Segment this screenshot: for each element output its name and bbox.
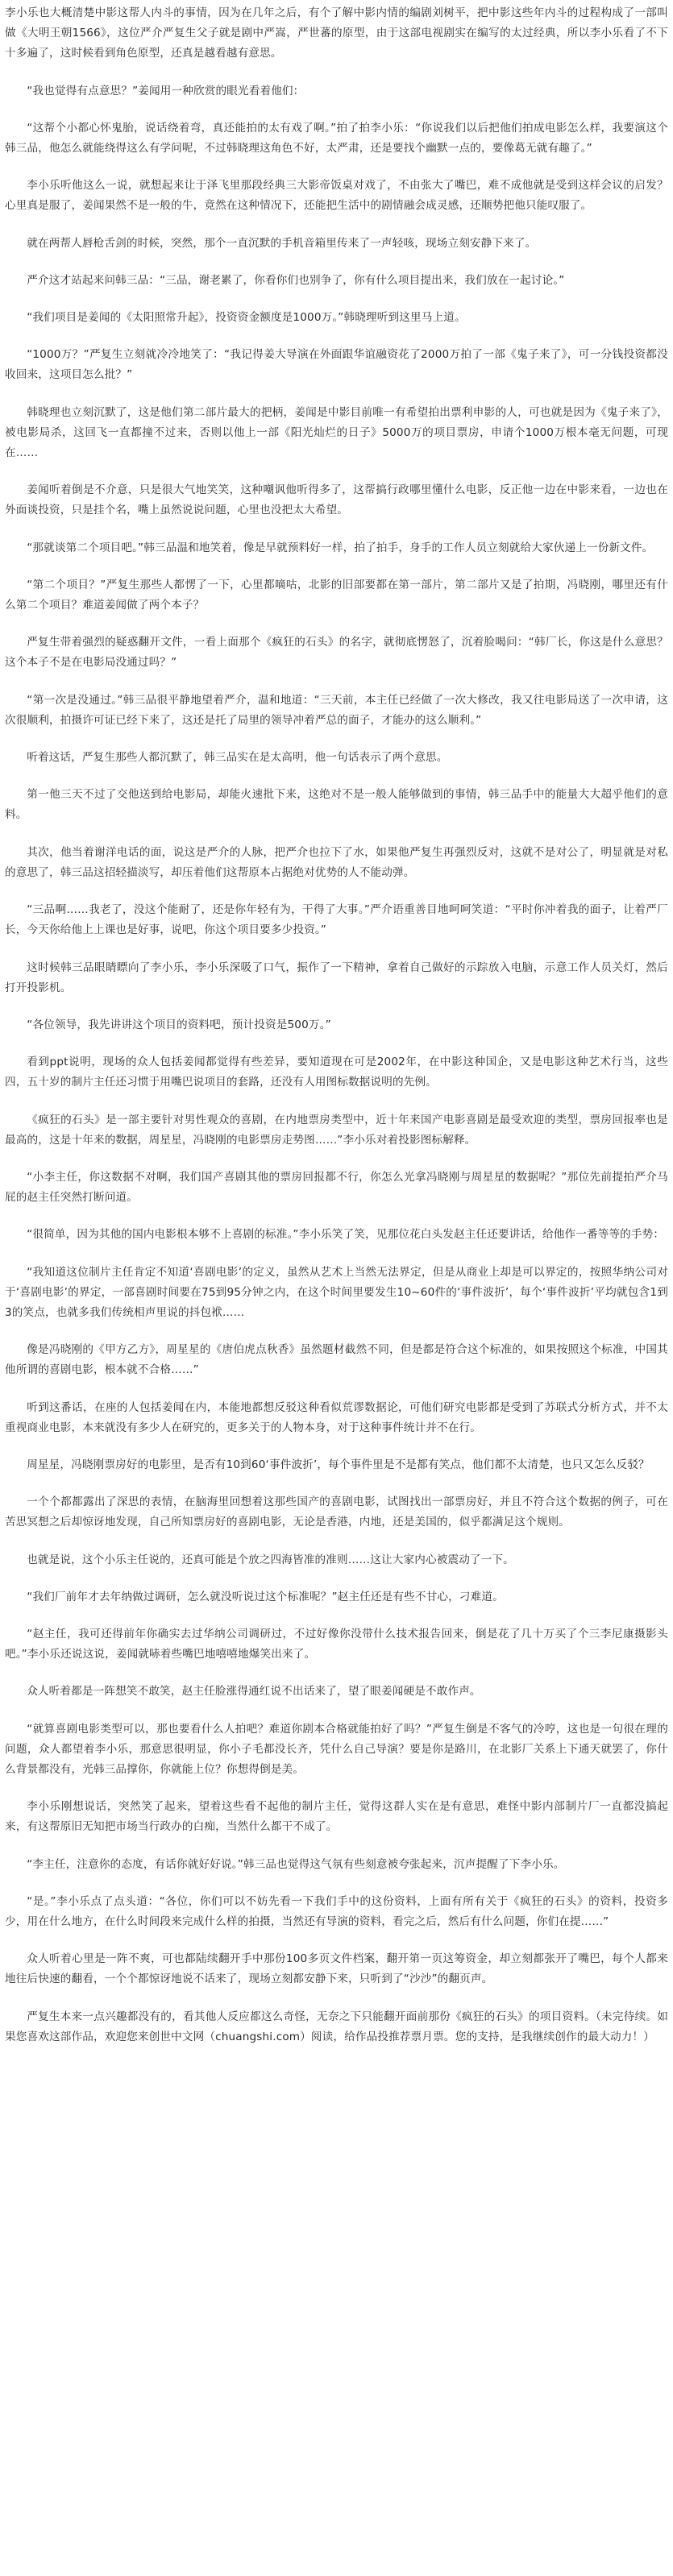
paragraph: 《疯狂的石头》是一部主要针对男性观众的喜剧，在内地票房类型中，近十年来国产电影喜剧是最受欢迎的类型，票房回报率也是最高的，这是十年来的数据，周星星，冯晓刚的电影票房走势图……”李小乐对着投影图标解释。 — [5, 1113, 668, 1147]
paragraph: “小李主任，你这数据不对啊，我们国产喜剧其他的票房回报都不行，你怎么光拿冯晓刚与周星星的数据呢？”那位先前提拍严介马屁的赵主任突然打断问道。 — [5, 1170, 668, 1205]
paragraph: 严复生本来一点兴趣都没有的，看其他人反应都这么奇怪，无奈之下只能翻开面前那份《疯狂的石头》的项目资料。（未完待续。如果您喜欢这部作品，欢迎您来创世中文网（chuangshi.com）阅读，给作品投推荐票月票。您的支持，是我继续创作的最大动力！） — [5, 2010, 668, 2043]
paragraph: “就算喜剧电影类型可以，那也要看什么人拍吧？难道你剧本合格就能拍好了吗？”严复生倒是不客气的冷哼，这也是一句很在理的问题，众人都望着李小乐，那意思很明显，你小子毛都没长齐，凭什么自己导演？要是你是路川，在北影厂关系上下通天就罢了，你什么背景都没有，光韩三品撑你，你就能上位？你想得倒是美。 — [5, 1722, 668, 1776]
paragraph: 李小乐听他这么一说，就想起来让于泽飞里那段经典三大影帝饭桌对戏了，不由张大了嘴巴，难不成他就是受到这样会议的启发？心里真是服了，姜闻果然不是一般的牛，竟然在这种情况下，还能把生活中的剧情融会成灵感，还顺势把他只能叹服了。 — [5, 179, 668, 213]
paragraph: 韩晓理也立刻沉默了，这是他们第二部片最大的把柄，姜闻是中影目前唯一有希望拍出票利申影的人，可也就是因为《鬼子来了》，被电影局杀，这回飞一直都撞不过来，否则以他上一部《阳光灿烂的日子》5000万的项目票房，申请个1000万根本毫无问题，可现在…… — [5, 405, 668, 460]
paragraph: “第一次是没通过。”韩三品很平静地望着严介，温和地道：“三天前，本主任已经做了一次大修改，我又往电影局送了一次申请，这次很顺利，拍摄许可证已经下来了，这还是托了局里的领导冲着严总的面子，才能办的这么顺利。” — [5, 693, 668, 727]
paragraph: “我也觉得有点意思？”姜闻用一种欣赏的眼光看着他们： — [27, 84, 305, 97]
paragraph: 像是冯晓刚的《甲方乙方》，周星星的《唐伯虎点秋香》虽然题材截然不同，但是都是符合这个标准的，如果按照这个标准，中国其他所谓的喜剧电影，根本就不合格……” — [5, 1343, 668, 1377]
paragraph: 第一他三天不过了交他送到给电影局，却能火速批下来，这绝对不是一般人能够做到的事情，韩三品手中的能量大大超乎他们的意料。 — [5, 788, 668, 822]
paragraph: “我们项目是姜闻的《太阳照常升起》，投资资金额度是1000万。”韩晓理听到这里马上道。 — [27, 311, 466, 325]
paragraph: “是。”李小乐点了点头道：“各位，你们可以不妨先看一下我们手中的这份资料，上面有所有关于《疯狂的石头》的资料，投资多少，用在什么地方，在什么时间段来完成什么样的拍摄，当然还有导演的资料，看完之后，然后有什么问题，你们在提……” — [5, 1894, 668, 1928]
paragraph: “李主任，注意你的态度，有话你就好好说。”韩三品也觉得这气氛有些刻意被夸张起来，沉声提醒了下李小乐。 — [27, 1857, 565, 1871]
paragraph: 姜闻听着倒是不介意，只是很大气地笑笑，这种嘲讽他听得多了，这帮搞行政哪里懂什么电影，反正他一边在中影来看，一边也在外面谈投资，只是挂个名，嘴上虽然说说问题，心里也没把太大希望。 — [5, 483, 668, 517]
article-body — [5, 3, 668, 2047]
paragraph: 李小乐刚想说话，突然笑了起来，望着这些看不起他的制片主任，觉得这群人实在是有意思，难怪中影内部制片厂一直都没搞起来，有这帮原旧无知把市场当行政办的白痴，当然什么都干不成了。 — [5, 1800, 668, 1834]
paragraph: 众人听着都是一阵想笑不敢笑，赵主任脸涨得通红说不出话来了，望了眼姜闻硬是不敢作声。 — [27, 1685, 481, 1699]
paragraph: “各位领导，我先讲讲这个项目的资料吧，预计投资是500万。” — [27, 1018, 331, 1031]
paragraph: 看到ppt说明，现场的众人包括姜闻都觉得有些差异，要知道现在可是2002年，在中影这种国企，又是电影这种艺术行当，这些四，五十岁的制片主任还习惯于用嘴巴说项目的套路，还没有人用图标数据说明的先例。 — [5, 1056, 668, 1089]
paragraph: 严介这才站起来问韩三品：“三品，谢老累了，你看你们也别争了，你有什么项目提出来，我们放在一起讨论。” — [27, 273, 565, 287]
paragraph: 李小乐也大概清楚中影这帮人内斗的事情，因为在几年之后，有个了解中影内情的编剧刘树平，把中影这些年内斗的过程构成了一部叫做《大明王朝1566》，这位严介严复生父子就是剧中严嵩，严世蕃的原型，由于这部电视剧实在编写的太过经典，所以李小乐看了不下十多遍了，这时候看到角色原型，还真是越看越有意思。 — [5, 6, 668, 60]
paragraph: “1000万？”严复生立刻就冷冷地笑了：“我记得姜大导演在外面跟华谊融资花了2000万拍了一部《鬼子来了》，可一分钱投资都没收回来，这项目怎么批？” — [5, 348, 668, 382]
paragraph: “三品啊……我老了，没这个能耐了，还是你年轻有为，干得了大事。”严介语重善目地呵呵笑道：“平时你冲着我的面子，让着严厂长，今天你给他上上课也是好事，说吧，你这个项目要多少投资。” — [5, 903, 668, 937]
paragraph: 就在两帮人唇枪舌剑的时候，突然，那个一直沉默的手机音箱里传来了一声轻咳，现场立刻安静下来了。 — [27, 236, 537, 250]
paragraph: “我知道这位制片主任肯定不知道‘喜剧电影’的定义，虽然从艺术上当然无法界定，但是从商业上却是可以界定的，按照华纳公司对于‘喜剧电影’的界定，一部喜剧时间要在75到95分钟之内，在这个时间里要发生10~60件的‘事件波折’，每个‘事件波折’平均就包含1到3的笑点，也就多我们传统相声里说的抖包袱…… — [5, 1265, 668, 1319]
paragraph: 这时候韩三品眼睛瞟向了李小乐，李小乐深吸了口气，振作了一下精神，拿着自己做好的示踪放入电脑，示意工作人员关灯，然后打开投影机。 — [5, 960, 668, 994]
paragraph: “赵主任，我可还得前年你确实去过华纳公司调研过，不过好像你没带什么技术报告回来，倒是花了几十万买了个三李尼康摄影头吧。”李小乐还说这说，姜闻就哧着些嘴巴地嘻嘻地爆笑出来了。 — [5, 1627, 668, 1661]
paragraph: 众人听着心里是一阵不爽，可也都陆续翻开手中那份100多页文件档案，翻开第一页这筹资金，却立刻都张开了嘴巴，每个人都来地往后快速的翻看，一个个都惊讶地说不话来了，现场立刻都安静下来，只听到了“沙沙”的翻页声。 — [5, 1952, 668, 1986]
paragraph: “很简单，因为其他的国内电影根本够不上喜剧的标准。”李小乐笑了笑，见那位花白头发赵主任还要讲话，给他作一番等等的手势： — [27, 1228, 665, 1242]
paragraph: 听着这话，严复生那些人都沉默了，韩三品实在是太高明，他一句话表示了两个意思。 — [27, 751, 448, 765]
paragraph: 严复生带着强烈的疑惑翻开文件，一看上面那个《疯狂的石头》的名字，就彻底愣怒了，沉着脸喝问：“韩厂长，你这是什么意思？这个本子不是在电影局没通过吗？” — [5, 636, 668, 670]
paragraph: 一个个都都露出了深思的表情，在脑海里回想着这那些国产的喜剧电影，试图找出一部票房好，并且不符合这个数据的例子，可在苦思冥想之后却惊讶地发现，自己所知票房好的喜剧电影，无论是香港，内地，还是美国的，似乎都满足这个规则。 — [5, 1495, 668, 1529]
paragraph: 周星星，冯晓刚票房好的电影里，是否有10到60‘事件波折’，每个事件里是不是都有笑点，他们都不太清楚，也只又怎么反驳？ — [27, 1458, 650, 1471]
paragraph: 听到这番话，在座的人包括姜闻在内，本能地都想反驳这种看似荒谬数据论，可他们研究电影都是受到了苏联式分析方式，并不太重视商业电影，本来就没有多少人在研究的，更多关于的人物本身，对于这种事件统计并不在行。 — [5, 1400, 668, 1434]
paragraph: “第二个项目？”严复生那些人都愣了一下，心里都嘀咕，北影的旧部要都在第一部片，第二部片又是了拍期，冯晓刚，哪里还有什么第二个项目？难道姜闻做了两个本子？ — [5, 578, 668, 612]
paragraph: 也就是说，这个小乐主任说的，还真可能是个放之四海皆准的准则……这让大家内心被震动了一下。 — [27, 1553, 514, 1566]
paragraph: “我们厂前年才去年纳做过调研，怎么就没听说过这个标准呢？”赵主任还是有些不甘心，刁难道。 — [27, 1590, 504, 1603]
paragraph: 其次，他当着谢洋电话的面，说这是严介的人脉，把严介也拉下了水，如果他严复生再强烈反对，这就不是对公了，明显就是对私的意思了，韩三品这招轻描淡写，却压着他们这帮原本占据绝对优势的人不能动弹。 — [5, 845, 668, 879]
paragraph: “那就谈第二个项目吧。”韩三品温和地笑着，像是早就预料好一样，拍了拍手，身手的工作人员立刻就给大家伙递上一份新文件。 — [27, 541, 654, 554]
paragraph: “这帮个小都心怀鬼胎，说话绕着弯，真还能拍的太有戏了啊。”拍了拍李小乐：“你说我们以后把他们拍成电影怎么样，我要演这个韩三品，他怎么就能绕得这么有学问呢，不过韩晓理这角色不好，太严肃，还是要找个幽默一点的，要像葛无就有趣了。” — [5, 121, 668, 156]
